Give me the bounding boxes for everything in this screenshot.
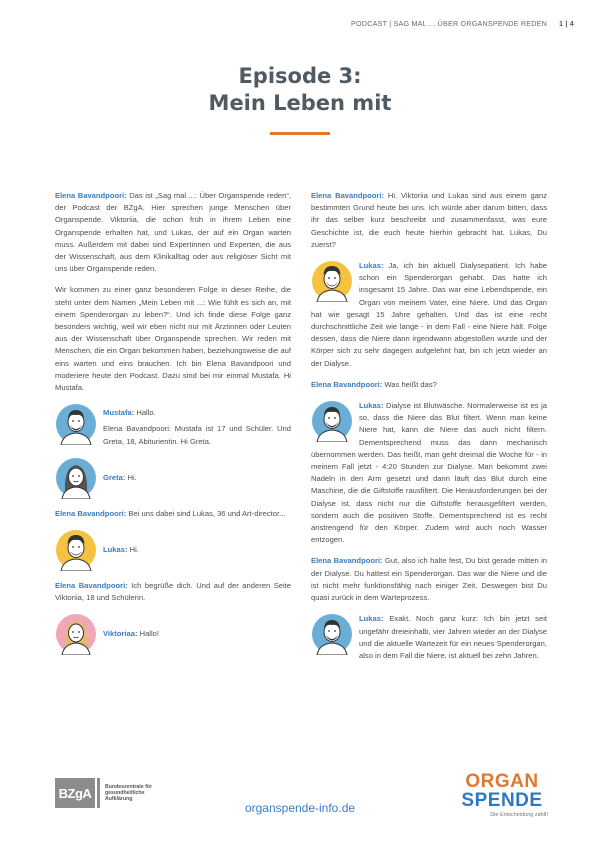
title-line-1: Episode 3:	[238, 64, 362, 88]
paragraph: Elena Bavandpoori: Gut, also ich halte fest, Du bist gerade mitten in der Dialyse. Du hattest ein Spenderorgan. Das war die Niere und die ist nicht mehr funktionsfähig nach einiger Zeit. Deswegen bist Du quasi zurück in dem Warteprozess.	[311, 556, 547, 603]
speaker-name: Viktoriaa:	[103, 629, 138, 639]
logo-line-spende: SPENDE	[461, 790, 543, 811]
paragraph: Elena Bavandpoori: Das ist „Sag mal ...: Über Organspende reden“, der Podcast der BZgA. Hier sprechen junge Menschen über Organspende. Viktoriia, die schon früh in ihrem Leben eine Organspende erhalten hat, und Lukas, der auf ein Organ warten muss. Außerdem mit dabei sind Expertinnen und Experten, die aus der Wissenschaft, aus dem Klinikalltag oder aus religiöser Sicht mit uns über Organspende reden.	[55, 191, 292, 274]
page-number: 1 | 4	[559, 19, 574, 28]
speaker-name: Lukas:	[103, 545, 128, 555]
logo-line-organ: ORGAN	[465, 771, 539, 792]
running-title: PODCAST | SAG MAL ... ÜBER ORGANSPENDE REDEN	[351, 19, 547, 28]
mustafa-avatar-icon	[55, 403, 97, 445]
speaker-row-mustafa: Mustafa: Hallo. Elena Bavandpoori: Mustafa ist 17 und Schüler. Und Greta, 18, Abiturientin. Hi Greta.	[55, 403, 291, 448]
speaker-name: Elena Bavandpoori:	[311, 556, 383, 566]
lukas-avatar-icon	[311, 400, 353, 442]
greta-avatar-icon	[55, 457, 97, 499]
episode-title	[0, 63, 600, 117]
lukas-avatar-icon	[311, 613, 353, 655]
title-line-2: Mein Leben mit	[208, 91, 392, 115]
paragraph: Lukas: Exakt. Noch ganz kurz: Ich bin jetzt seit ungefähr dreieinhalb, vier Jahren wieder an der Dialyse und die aktuelle Wartezeit für ein neues Spenderorgan, also in dem Fall die Niere, ist aktuell bei zehn Jahren.	[311, 613, 547, 662]
logo-tagline: Die Entscheidung zählt!	[490, 812, 548, 818]
speaker-name: Mustafa:	[103, 408, 135, 418]
footer-url-link[interactable]: organspende-info.de	[244, 801, 356, 815]
paragraph: Wir kommen zu einer ganz besonderen Folge in dieser Reihe, die steht unter dem Namen „Mein Leben mit ...: Wie fühlt es sich an, mit einem Spenderorgan zu leben?“. Und ich finde diese Folge ganz besonders wichtig, weil wir eben nicht nur mit Ärztinnen oder Leuten aus der Wissenschaft über Organspende sprechen. Wir reden mit Menschen, die ein Organ bekommen haben, beziehungsweise die auf eins warten und eins brauchen. Ich bin Elena Bavandpoori und moderiere heute den Podcast. Dazu sind bei mir einmal Mustafa. Hi Mustafa.	[55, 285, 291, 393]
speaker-name: Elena Bavandpoori:	[311, 191, 385, 200]
speaker-name: Lukas:	[359, 401, 384, 411]
speaker-name: Elena Bavandpoori:	[311, 379, 383, 389]
lukas-avatar-icon	[311, 260, 353, 302]
speaker-row-lukas: Lukas: Hi.	[55, 529, 291, 571]
title-underline	[270, 132, 330, 135]
organspende-logo	[456, 772, 548, 818]
bzga-name: Bundeszentrale für gesundheitliche Aufklärung	[105, 784, 152, 802]
bzga-logo-mark: BZgA	[55, 778, 95, 808]
paragraph: Lukas: Ja, ich bin aktuell Dialysepatient. Ich habe schon ein Spenderorgan gehabt. Das hatte ich insgesamt 15 Jahre. Das war eine Lebendspende, ein Organ von meinem Vater, eine Niere. Und das Organ hat wie gesagt 15 Jahre gehalten. Und das ist eine recht durchschnittliche Zeit wie lange - in dem Fall - eine Niere hält. Folge dessen, dass die Niere dann irgendwann abgestoßen wurde und der Körper sich zu sehr dagegen aufgelehnt hat, bin ich jetzt wieder an der Dialyse.	[311, 261, 547, 368]
paragraph: Elena Bavandpoori: Ich begrüße dich. Und auf der anderen Seite Viktoriia, 18 und Schülerin.	[55, 581, 291, 603]
speaker-name: Greta:	[103, 472, 126, 482]
paragraph: Elena Bavandpoori: Hi. Viktoriia und Lukas sind aus einem ganz bestimmten Grund heute bei uns. Ich würde aber darum bitten, dass ihr das selber kurz beschreibt und zusammenfasst, was eure Geschichte ist, die euch heute hierhin gebracht hat. Lukas, Du zuerst?	[311, 191, 547, 249]
running-header	[351, 19, 574, 28]
viktoriia-avatar-icon	[55, 613, 97, 655]
lukas-avatar-icon	[55, 529, 97, 571]
speaker-name: Lukas:	[359, 261, 384, 271]
paragraph: Elena Bavandpoori: Mustafa ist 17 und Schüler. Und Greta, 18, Abiturientin. Hi Greta.	[103, 424, 291, 446]
speaker-name: Lukas:	[359, 614, 384, 624]
paragraph: Lukas: Dialyse ist Blutwäsche. Normalerweise ist es ja so, dass die Niere das Blut filtert. Wenn man keine Niere hat, kann die Niere das auch nicht filtern. Dementsprechend muss das dann mechanisch übernommen werden. Das heißt, man geht dreimal die Woche für - in meinem Fall jetzt - 4:20 Stunden zur Dialyse. Man bekommt zwei Nadeln in den Arm gesetzt und dann läuft das Blut durch eine Maschine, die die Giftstoffe rausfiltert. Die Herausforderungen bei der Dialyse ist, dass nicht nur die Giftstoffe herausgefiltert werden, sondern auch die positiven Stoffe. Dementsprechend ist es recht anstrengend für den Körper. Zudem wird auch noch Wasser entzogen.	[311, 401, 547, 545]
paragraph: Elena Bavandpoori: Bei uns dabei sind Lukas, 36 und Art-director...	[55, 508, 286, 518]
speaker-row-viktoriia: Viktoriaa: Hallo!	[55, 613, 291, 655]
speaker-name: Elena Bavandpoori:	[55, 581, 128, 591]
left-column	[55, 190, 291, 664]
speaker-name: Elena Bavandpoori:	[55, 191, 127, 200]
speaker-row-greta: Greta: Hi.	[55, 457, 291, 499]
paragraph: Elena Bavandpoori: Was heißt das?	[311, 379, 437, 389]
right-column	[311, 190, 547, 671]
speaker-name: Elena Bavandpoori:	[55, 508, 127, 518]
